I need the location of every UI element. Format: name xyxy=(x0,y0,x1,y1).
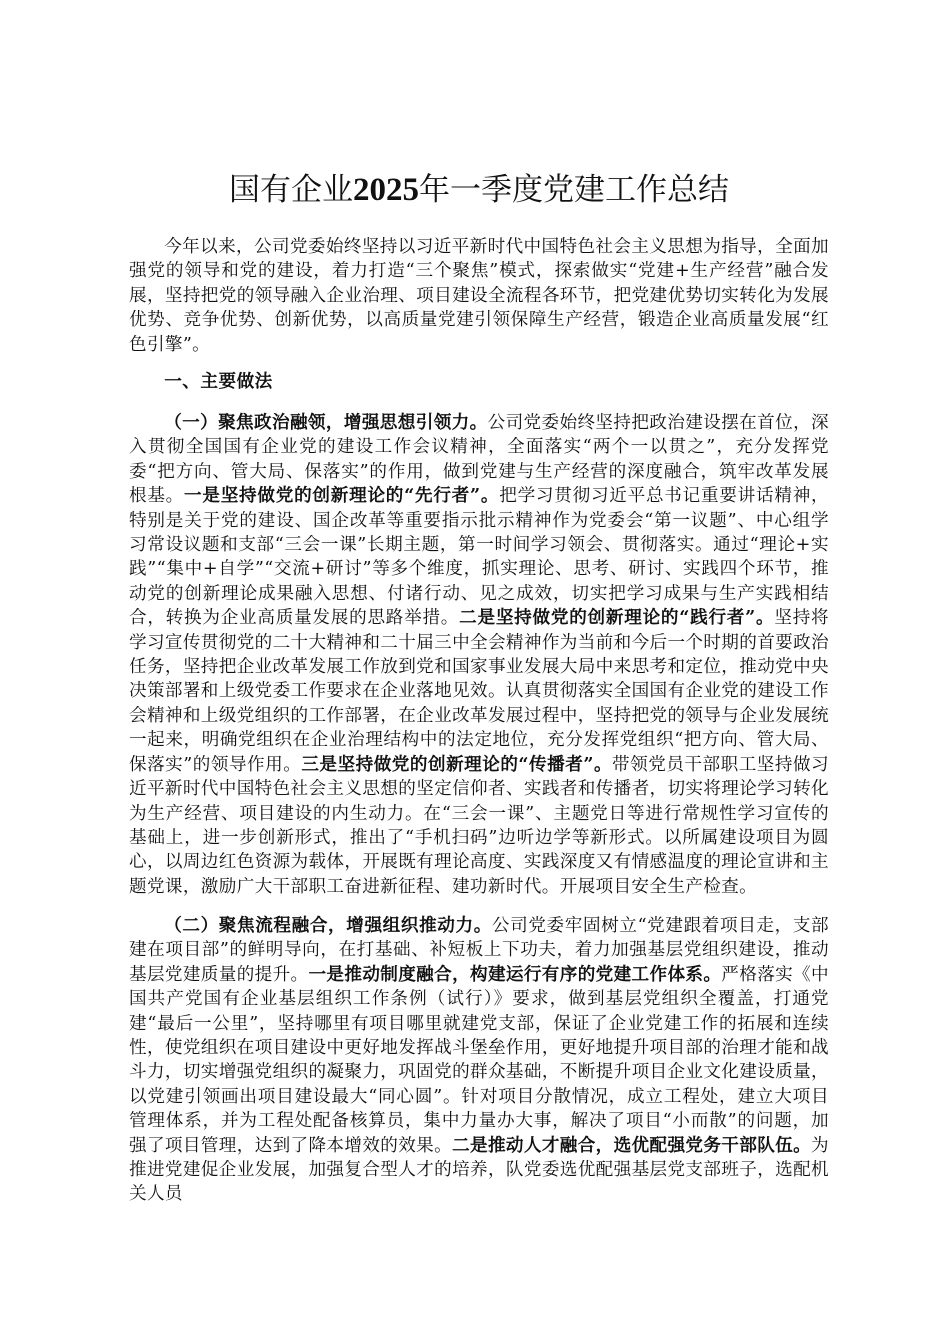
paragraph-lead-heading: （一）聚焦政治融领，增强思想引领力。 xyxy=(164,412,488,433)
intro-paragraph: 今年以来，公司党委始终坚持以习近平新时代中国特色社会主义思想为指导，全面加强党的领导和党的建设，着力打造“三个聚焦”模式，探索做实“党建+生产经营”融合发展，坚持把党的领导融入企业治理、项目建设全流程各环节，把党建优势切实转化为发展优势、竞争优势、创新优势，以高质量党建引领保障生产经营，锻造企业高质量发展“红色引擎”。 xyxy=(129,237,829,355)
bold-point-heading: 三是坚持做党的创新理论的“传播者”。 xyxy=(301,753,613,775)
paragraph-text: 为推进党建促企业发展，加强复合型人才的培养，队党委选优配强基层党支部班子，选配机关人员 xyxy=(129,1135,829,1205)
paragraph-text: 把学习贯彻习近平总书记重要讲话精神，特别是关于党的建设、国企改革等重要指示批示精神作为党委会“第一议题”、中心组学习常设议题和支部“三会一课”长期主题，第一时间学习领会、贯彻落实。通过“理论+实践”“集中+自学”“交流+研讨”等多个维度，抓实理论、思考、研讨、实践四个环节，推动党的创新理论成果融入思想、付诸行动、见之成效，切实把学习成果与生产实践相结合，转换为企业高质量发展的思路举措。 xyxy=(129,486,829,629)
paragraph-text: 坚持将学习宣传贯彻党的二十大精神和二十届三中全会精神作为当前和今后一个时期的首要政治任务，坚持把企业改革发展工作放到党和国家事业发展大局中来思考和定位，推动党中央决策部署和上级党委工作要求在企业落地见效。认真贯彻落实全国国有企业党的建设工作会精神和上级党组织的工作部署，在企业改革发展过程中，坚持把党的领导与企业发展统一起来，明确党组织在企业治理结构中的法定地位，充分发挥党组织“把方向、管大局、保落实”的领导作用。 xyxy=(129,608,829,775)
paragraph-text: 严格落实《中国共产党国有企业基层组织工作条例（试行）》要求，做到基层党组织全覆盖，打通党建“最后一公里”，坚持哪里有项目哪里就建党支部，保证了企业党建工作的拓展和连续性，使党组织在项目建设中更好地发挥战斗堡垒作用，更好地提升项目部的治理才能和战斗力，切实增强党组织的凝聚力，巩固党的群众基础，不断提升项目企业文化建设质量，以党建引领画出项目建设最大“同心圆”。针对项目分散情况，成立工程处，建立大项目管理体系，并为工程处配备核算员，集中力量办大事，解决了项目“小而散”的问题，加强了项目管理，达到了降本增效的效果。 xyxy=(129,964,829,1156)
title-year: 2025 xyxy=(353,172,419,208)
paragraph-text: 带领党员干部职工坚持做习近平新时代中国特色社会主义思想的坚定信仰者、实践者和传播者，切实将理论学习转化为生产经营、项目建设的内生动力。在“三会一课”、主题党日等进行常规性学习宣传的基础上，进一步创新形式，推出了“手机扫码”边听边学等新形式。以所属建设项目为圆心，以周边红色资源为载体，开展既有理论高度、实践深度又有情感温度的理论宣讲和主题党课，激励广大干部职工奋进新征程、建功新时代。开展项目安全生产检查。 xyxy=(129,754,830,897)
bold-point-heading: 一是坚持做党的创新理论的“先行者”。 xyxy=(184,485,500,507)
paragraph-lead-heading: （二）聚焦流程融合，增强组织推动力。 xyxy=(164,915,492,936)
paragraph-text: 公司党委牢固树立“党建跟着项目走，支部建在项目部”的鲜明导向，在打基础、补短板上下功夫，着力加强基层党组织建设，推动基层党建质量的提升。 xyxy=(129,916,829,985)
document-title xyxy=(129,168,829,212)
title-suffix: 年一季度党建工作总结 xyxy=(419,172,729,208)
paragraph-text: 公司党委始终坚持把政治建设摆在首位，深入贯彻全国国有企业党的建设工作会议精神，全面落实“两个一以贯之”，充分发挥党委“把方向、管大局、保落实”的作用，做到党建与生产经营的深度融合，筑牢改革发展根基。 xyxy=(129,413,829,507)
bold-point-heading: 二是推动人才融合，选优配强党务干部队伍。 xyxy=(452,1134,812,1156)
document-page xyxy=(129,0,829,1344)
paragraph-political-leadership xyxy=(129,411,829,899)
paragraph-process-integration xyxy=(129,914,829,1207)
title-prefix: 国有企业 xyxy=(229,172,353,208)
bold-point-heading: 二是坚持做党的创新理论的“践行者”。 xyxy=(459,607,775,629)
section-heading: 一、主要做法 xyxy=(164,371,273,392)
bold-point-heading: 一是推动制度融合，构建运行有序的党建工作体系。 xyxy=(308,963,722,985)
